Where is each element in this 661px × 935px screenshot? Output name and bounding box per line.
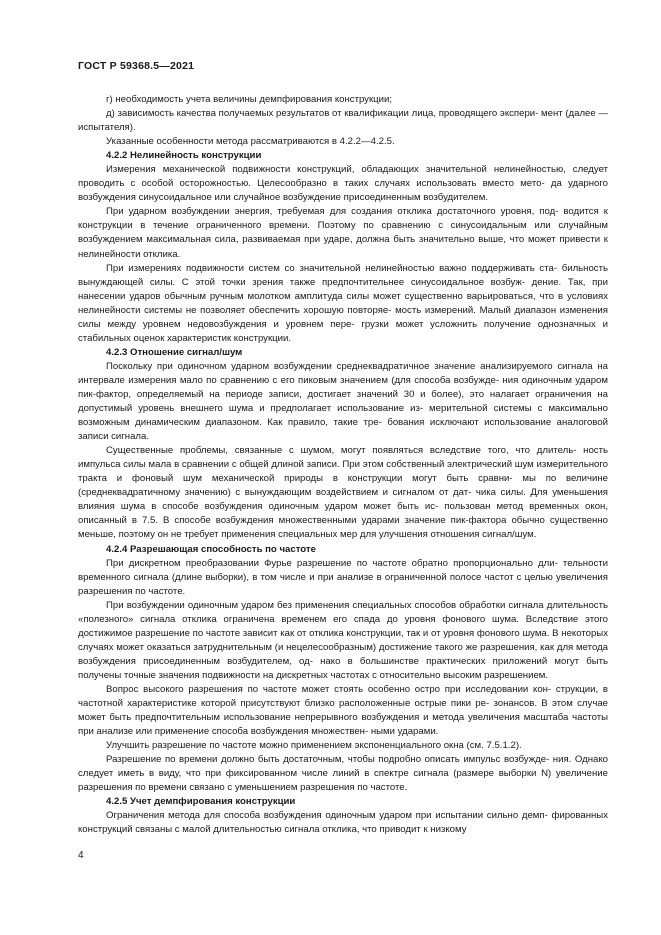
paragraph: Улучшить разрешение по частоте можно применением экспоненциального окна (см. 7.5.1.2).: [106, 740, 522, 752]
section-heading: 4.2.3 Отношение сигнал/шум: [106, 346, 243, 358]
section-heading: 4.2.2 Нелинейность конструкции: [106, 150, 262, 162]
section-heading: 4.2.4 Разрешающая способность по частоте: [106, 543, 316, 555]
paragraph: При ударном возбуждении энергия, требуемая для создания отклика достаточного уровня, под- водится к конструкции в течение ограниченного времени. Поэтому по сравнению с синусоидальным или случайным возбуждением максимальная сила, развиваемая при ударе, должна быть значительно выше, что может привести к нелинейности отклика.: [78, 206, 608, 260]
section-heading: 4.2.5 Учет демпфирования конструкции: [106, 796, 296, 808]
document-header: ГОСТ Р 59368.5—2021: [78, 60, 195, 72]
paragraph: При измерениях подвижности систем со значительной нелинейностью важно поддерживать ста- бильность вынуждающей силы. С этой точки зрения также предпочтительнее синусоидальное возбуж- дение. Так, при нанесении ударов обычным ручным молотком амплитуда силы может существенно варьироваться, что в условиях нелинейности системы не позволяет обеспечить хорошую повторяе- мость измерений. Малый диапазон изменения силы между уровнем недовозбуждения и уровнем пере- грузки может усложнить получение однозначных и стабильных оценок характеристик конструкции.: [78, 262, 608, 344]
paragraph: При дискретном преобразовании Фурье разрешение по частоте обратно пропорционально дли- тельности временного сигнала (длине выборки), в том числе и при анализе в ограниченной полосе частот с целью увеличения разрешения по частоте.: [78, 557, 608, 597]
paragraph: д) зависимость качества получаемых результатов от квалификации лица, проводящего экспери- мент (далее — испытателя).: [78, 108, 608, 134]
paragraph: Указанные особенности метода рассматриваются в 4.2.2—4.2.5.: [106, 136, 395, 148]
paragraph: Измерения механической подвижности конструкций, обладающих значительной нелинейностью, следует проводить с особой осторожностью. Целесообразно в таких случаях использовать вместо мето- да ударного возбуждения синусоидальное или случайное возбуждение присоединенным возбудителем.: [78, 164, 608, 204]
paragraph: Существенные проблемы, связанные с шумом, могут появляться вследствие того, что длитель- ность импульса силы мала в сравнении с общей длиной записи. При этом собственный электрический шум измерительного тракта и фоновый шум механической природы в конструкции могут быть сравни- мы по величине (среднеквадратичному значению) с вынуждающим воздействием и сигналом от дат- чика силы. Для уменьшения влияния шума в способе возбуждения одиночным ударом может быть ис- пользован метод временных окон, описанный в 7.5. В способе возбуждения множественными ударами значение пик-фактора обычно существенно меньше, поэтому он не требует применения специальных мер для улучшения отношения сигнал/шум.: [78, 445, 608, 541]
paragraph: г) необходимость учета величины демпфирования конструкции;: [106, 94, 393, 105]
document-body: [78, 93, 608, 837]
paragraph: Ограничения метода для способа возбуждения одиночным ударом при испытании сильно демп- фированных конструкций связаны с малой длительностью сигнала отклика, что приводит к низкому: [78, 810, 608, 836]
page-number: 4: [78, 850, 84, 861]
paragraph: Разрешение по времени должно быть достаточным, чтобы подробно описать импульс возбужде- ния. Однако следует иметь в виду, что при фиксированном числе линий в спектре сигнала (размере выборки N) увеличение разрешения по времени связано с уменьшением разрешения по частоте.: [78, 754, 608, 794]
paragraph: При возбуждении одиночным ударом без применения специальных способов обработки сигнала длительность «полезного» сигнала отклика ограничена временем его спада до уровня фонового шума. Вследствие этого достижимое разрешение по частоте зависит как от отклика конструкции, так и от уровня фонового шума. В некоторых случаях может оказаться затруднительным (и нецелесообразным) достижение такого же разрешения, как для метода возбуждения присоединенным возбудителем, од- нако в большинстве практических приложений могут быть получены точные значения подвижности на дискретных частотах с относительно высоким разрешением.: [78, 599, 608, 681]
paragraph: Вопрос высокого разрешения по частоте может стоять особенно остро при исследовании кон- струкции, в частотной характеристике которой присутствуют близко расположенные острые пики ре- зонансов. В этом случае может быть предпочтительным использование непрерывного возбуждения и метода увеличения масштаба частоты при анализе или применение способа возбуждения множествен- ными ударами.: [78, 683, 608, 738]
paragraph: Поскольку при одиночном ударном возбуждении среднеквадратичное значение анализируемого сигнала на интервале измерения мало по сравнению с его пиковым значением (для способа возбужде- ния одиночным ударом пик-фактор, определяемый на периоде записи, достигает значений 30 и более), это налагает ограничения на допустимый уровень внешнего шума и предполагает использование из- мерительной системы с максимально возможным динамическим диапазоном. Как правило, такие тре- бования исключают использование аналоговой записи сигнала.: [78, 360, 608, 443]
